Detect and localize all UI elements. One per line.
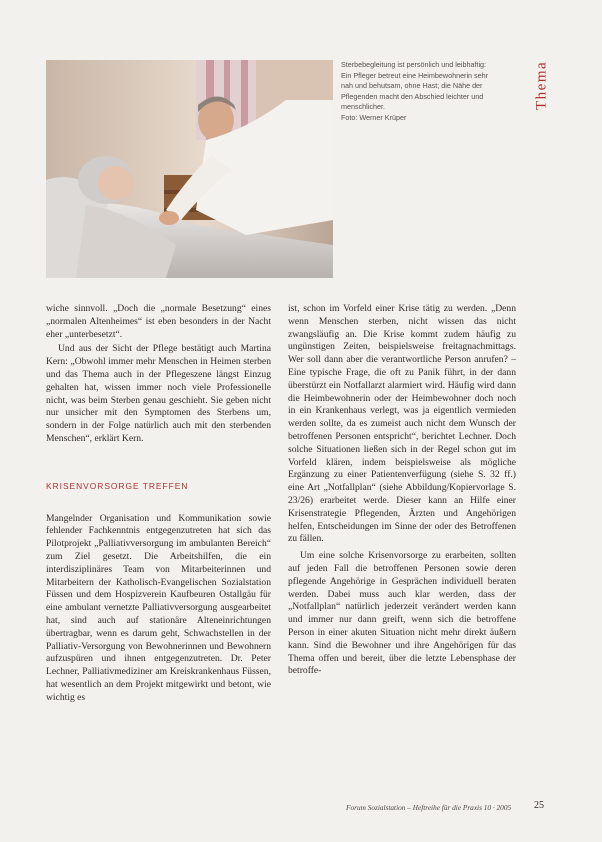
article-photo bbox=[46, 60, 333, 278]
section-tab: Thema bbox=[533, 60, 550, 110]
body-paragraph: Und aus der Sicht der Pflege bestätigt auch Martina Kern: „Obwohl immer mehr Menschen in Heimen sterben und das Thema auch in der Pflegeszene längst Einzug gehalten hat, wissen immer noch viele Professionelle nicht, was beim Sterben genau geschieht. Sie geben nicht nur unsicher mit den Symptomen des Sterbens um, sondern in der Folge natürlich auch mit den sterbenden Menschen“, erklärt Kern. bbox=[46, 343, 271, 444]
photo-credit: Foto: Werner Krüper bbox=[341, 112, 407, 122]
right-column bbox=[288, 303, 516, 678]
body-paragraph: ist, schon im Vorfeld einer Krise tätig zu werden. „Denn wenn Menschen sterben, nicht wissen das nicht zwangsläufig an. Die Krise kommt zudem häufig zu ungünstigen Zeiten, beispielsweise freitagnachmittags. Wer soll dann aber die verantwortliche Person anrufen? – Eine typische Frage, die oft zu Panik führt, in der dann überstürzt ein Notfallarzt alarmiert wird. Häufig wird dann die Heimbewohnerin oder der Heimbewohner doch noch in ein Krankenhaus verlegt, was ja eigentlich vermieden werden sollte, da es zumeist auch nicht dem Wunsch der betroffenen Personen entspricht“, berichtet Lechner. Doch solche Situationen ließen sich in der Regel schon gut im Vorfeld klären, indem beispielsweise als mögliche Ergänzung zu einer Patientenverfügung (siehe S. 32 ff.) eine Art „Notfallplan“ (siehe Abbildung/Kopiervorlage S. 23/26) erarbeitet werde. Dieser kann an Hilfe einer Krisenstrategie Pflegenden, Ärzten und Angehörigen helfen, Entscheidungen im Sinne der oder des Betroffenen zu fällen. bbox=[288, 303, 516, 545]
body-paragraph: Mangelnder Organisation und Kommunikation sowie fehlender Fachkenntnis entgegenzutreten hat sich das Pilotprojekt „Palliativversorgung im ambulanten Bereich“ zum Ziel gesetzt. Die Arbeitshilfen, die ein interdisziplinäres Team von Mitarbeiterinnen und Mitarbeitern der Katholisch-Evangelischen Sozialstation Füssen und dem Hospizverein Kaufbeuren Ostallgäu für eine ambulant vernetzte Palliativversorgung ausgearbeitet hat, sind auch auf stationäre Alteneinrichtungen übertragbar, wenn es darum geht, Schwachstellen in der Palliativ-Versorgung von Bewohnerinnen und Bewohnern aufzuspüren und ihnen entgegenzutreten. Dr. Peter Lechner, Palliativmediziner am Kreiskrankenhaus Füssen, hat wesentlich an dem Projekt mitgewirkt und betont, wie wichtig es bbox=[46, 512, 271, 703]
caregiver-photo-illustration bbox=[46, 60, 333, 278]
photo-caption-text: Sterbebegleitung ist persönlich und leibhaftig: Ein Pfleger betreut eine Heimbewohnerin sehr nah und behutsam, ohne Hast; die Nähe der Pflegenden macht den Abschied leichter und menschlicher. bbox=[341, 60, 489, 112]
section-subhead: KRISENVORSORGE TREFFEN bbox=[46, 480, 189, 491]
page-number: 25 bbox=[534, 800, 544, 811]
publication-footer: Forum Sozialstation – Heftreihe für die Praxis 10 · 2005 bbox=[346, 803, 512, 812]
photo-caption bbox=[341, 60, 491, 124]
body-paragraph: wiche sinnvoll. „Doch die „normale Besetzung“ eines „normalen Altenheimes“ ist eben besonders in der Nacht eher „unterbesetzt“. bbox=[46, 303, 271, 340]
left-column bbox=[46, 303, 271, 705]
body-paragraph: Um eine solche Krisenvorsorge zu erarbeiten, sollten auf jeden Fall die betroffenen Personen sowie deren pflegende Angehörige in Gesprächen individuell beraten werden. Dabei muss auch klar werden, dass der „Notfallplan“ natürlich jederzeit verändert werden kann und immer nur dann greift, wenn sich die betroffene Person in einer akuten Situation nicht mehr direkt äußern kann. Sind die Bewohner und ihre Angehörigen für das Thema offen und bereit, über die letzte Lebensphase der betroffe- bbox=[288, 550, 516, 677]
